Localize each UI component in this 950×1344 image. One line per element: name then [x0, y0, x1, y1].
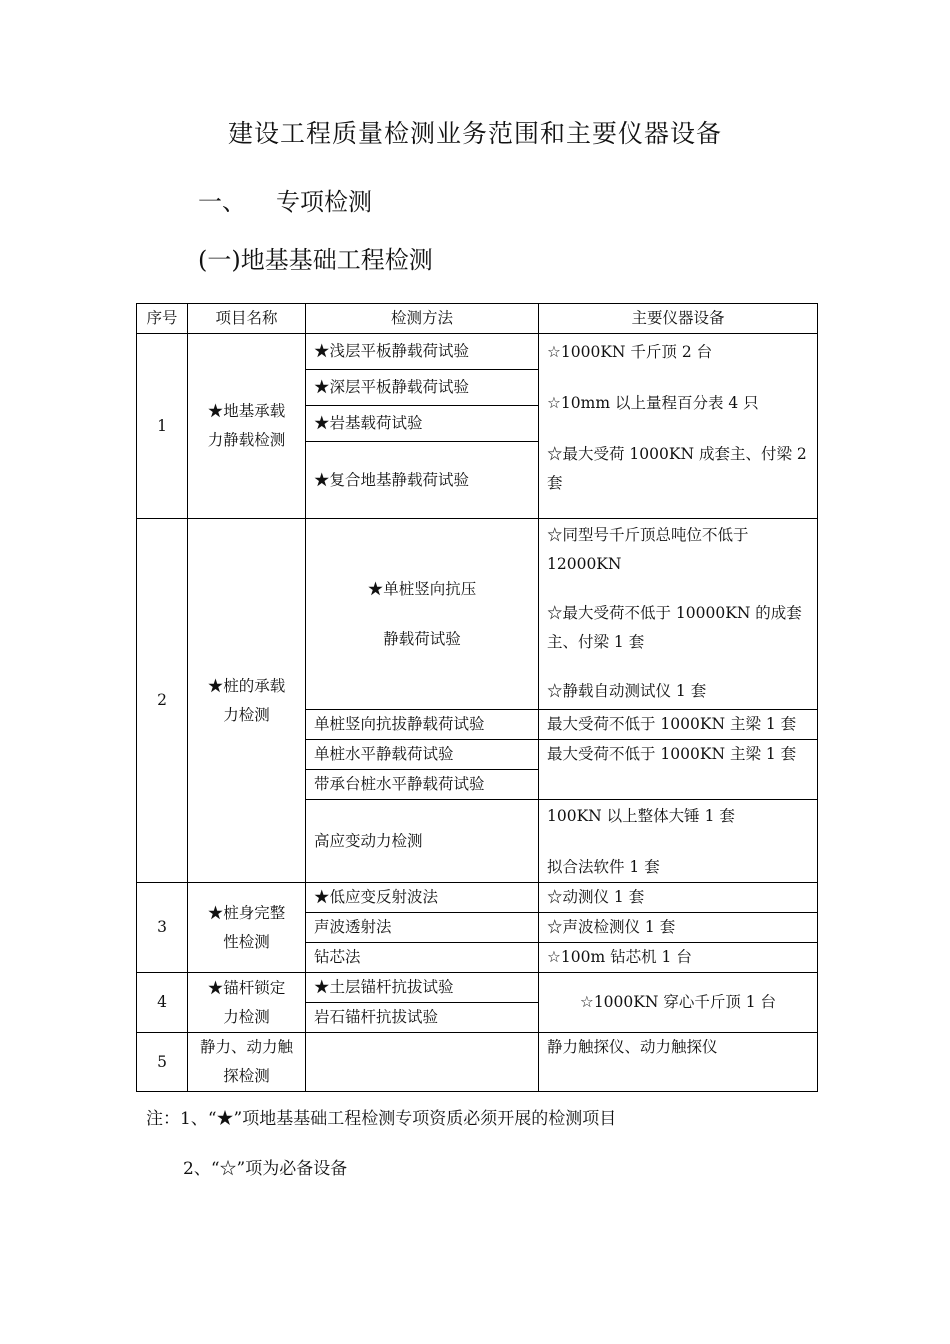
equipment-cell: ☆1000KN 穿心千斤顶 1 台	[539, 973, 818, 1033]
method-cell: 单桩竖向抗拔静载荷试验	[306, 710, 539, 740]
table-row	[137, 519, 818, 710]
header-method: 检测方法	[306, 304, 539, 334]
equipment-cell: 静力触探仪、动力触探仪	[539, 1033, 818, 1092]
project-name: ★地基承载力静载检测	[188, 334, 306, 519]
method-cell: 单桩水平静载荷试验	[306, 740, 539, 770]
subsection-heading: (一)地基基础工程检测	[198, 246, 433, 274]
table-row	[137, 973, 818, 1003]
method-cell: 高应变动力检测	[306, 800, 539, 883]
project-name: ★桩的承载力检测	[188, 519, 306, 883]
method-cell: ★低应变反射波法	[306, 883, 539, 913]
row-no: 5	[137, 1033, 188, 1092]
note-line-2: 2、“☆”项为必备设备	[183, 1159, 348, 1179]
row-no: 1	[137, 334, 188, 519]
method-cell: ★浅层平板静载荷试验	[306, 334, 539, 370]
equipment-item: 100KN 以上整体大锤 1 套	[547, 807, 735, 825]
method-cell: ★复合地基静载荷试验	[306, 442, 539, 519]
note-line-1: 注：1、“★”项地基基础工程检测专项资质必须开展的检测项目	[146, 1109, 617, 1129]
equipment-item: 拟合法软件 1 套	[547, 858, 660, 876]
equipment-item: ☆10mm 以上量程百分表 4 只	[547, 394, 759, 412]
row-no: 2	[137, 519, 188, 883]
table-row	[137, 883, 818, 913]
project-name: 静力、动力触探检测	[188, 1033, 306, 1092]
equipment-item: ☆最大受荷 1000KN 成套主、付梁 2 套	[547, 445, 807, 492]
method-cell: ★单桩竖向抗压静载荷试验	[306, 519, 539, 710]
section-title: 专项检测	[276, 188, 372, 216]
equipment-cell: 最大受荷不低于 1000KN 主梁 1 套	[539, 710, 818, 740]
project-name: ★锚杆锁定力检测	[188, 973, 306, 1033]
equipment-cell	[539, 334, 818, 519]
table-header-row	[137, 304, 818, 334]
header-no: 序号	[137, 304, 188, 334]
method-cell: 声波透射法	[306, 913, 539, 943]
equipment-cell	[539, 800, 818, 883]
document-title: 建设工程质量检测业务范围和主要仪器设备	[227, 119, 722, 148]
table-row	[137, 334, 818, 370]
method-cell: 带承台桩水平静载荷试验	[306, 770, 539, 800]
row-no: 3	[137, 883, 188, 973]
method-cell: 钻芯法	[306, 943, 539, 973]
method-cell: ★深层平板静载荷试验	[306, 370, 539, 406]
inspection-table	[136, 303, 818, 1092]
section-heading	[198, 182, 372, 217]
method-cell	[306, 1033, 539, 1092]
equipment-cell: 最大受荷不低于 1000KN 主梁 1 套	[539, 740, 818, 800]
equipment-cell: ☆动测仪 1 套	[539, 883, 818, 913]
method-cell: ★土层锚杆抗拔试验	[306, 973, 539, 1003]
equipment-cell	[539, 519, 818, 710]
equipment-cell: ☆声波检测仪 1 套	[539, 913, 818, 943]
equipment-cell: ☆100m 钻芯机 1 台	[539, 943, 818, 973]
equipment-item: ☆同型号千斤顶总吨位不低于 12000KN	[547, 526, 749, 573]
equipment-item: ☆1000KN 千斤顶 2 台	[547, 343, 713, 361]
equipment-item: ☆最大受荷不低于 10000KN 的成套主、付梁 1 套	[547, 604, 802, 651]
method-cell: 岩石锚杆抗拔试验	[306, 1003, 539, 1033]
header-equipment: 主要仪器设备	[539, 304, 818, 334]
equipment-item: ☆静载自动测试仪 1 套	[547, 682, 707, 700]
method-cell: ★岩基载荷试验	[306, 406, 539, 442]
table-row	[137, 1033, 818, 1092]
row-no: 4	[137, 973, 188, 1033]
header-name: 项目名称	[188, 304, 306, 334]
section-number: 一、	[198, 188, 246, 216]
project-name: ★桩身完整性检测	[188, 883, 306, 973]
